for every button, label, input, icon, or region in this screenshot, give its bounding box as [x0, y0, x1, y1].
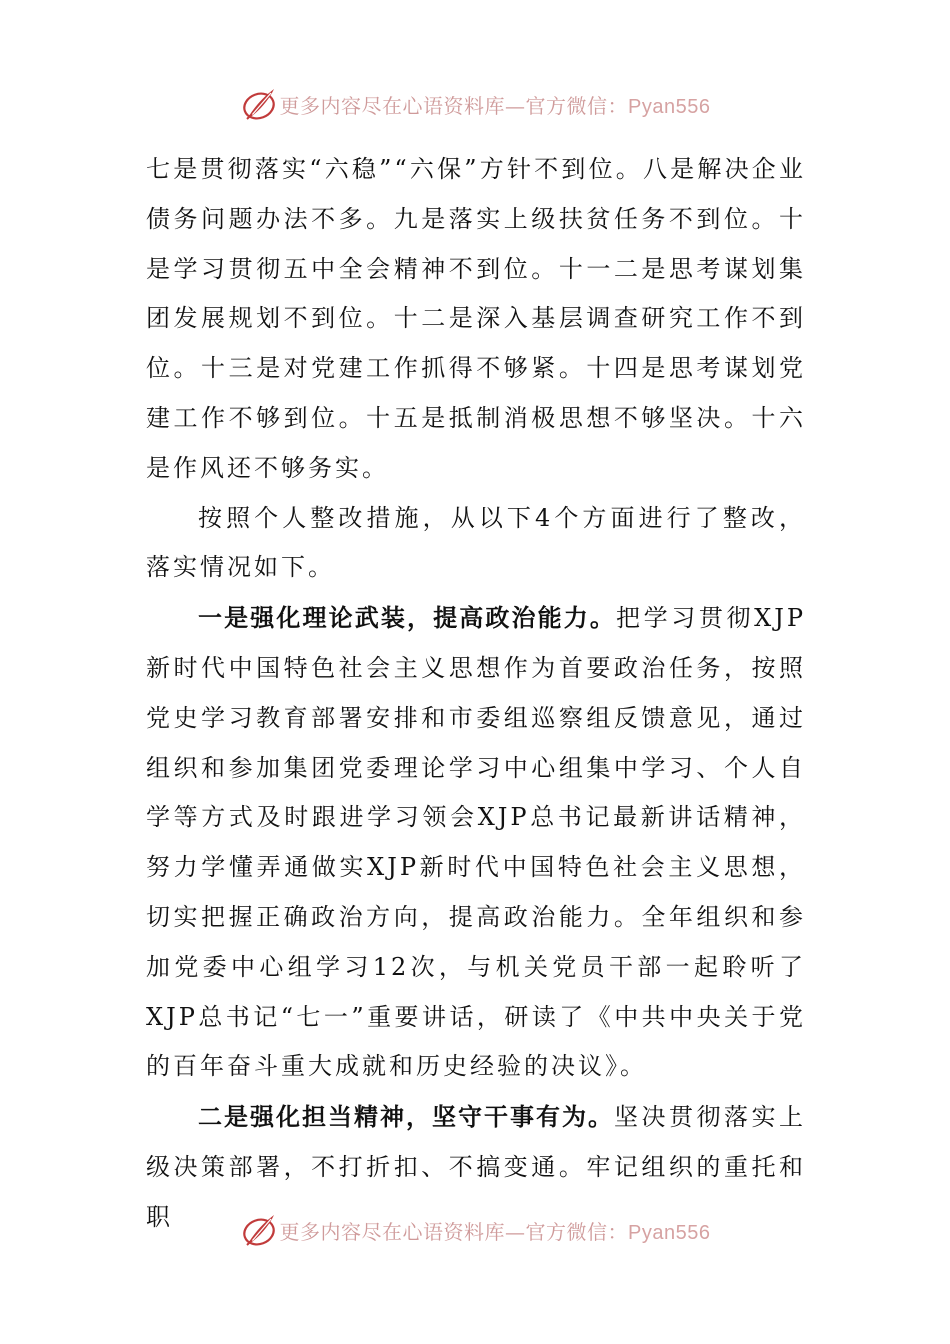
watermark-wechat-label: 官方微信：: [525, 93, 629, 118]
quill-logo-icon: [240, 86, 278, 122]
document-body: [146, 145, 806, 1243]
watermark-main-text: 更多内容尽在心语资料库: [279, 93, 506, 118]
paragraph-2-text: 按照个人整改措施，从以下4个方面进行了整改，落实情况如下。: [146, 503, 806, 582]
watermark-main-text: 更多内容尽在心语资料库: [279, 1219, 506, 1244]
paragraph-4-lead: 二是强化担当精神，坚守干事有为。: [198, 1102, 614, 1132]
paragraph-1: [146, 145, 806, 494]
paragraph-3: [146, 593, 806, 1092]
watermark-wechat-label: 官方微信：: [525, 1219, 629, 1244]
watermark-wechat-id: Pyan556: [628, 1221, 711, 1244]
paragraph-3-lead: 一是强化理论武装，提高政治能力。: [198, 603, 617, 633]
watermark-dash: —: [505, 93, 526, 118]
paragraph-2: [146, 494, 806, 594]
paragraph-3-text: 把学习贯彻XJP新时代中国特色社会主义思想作为首要政治任务，按照党史学习教育部署安排和市委组巡察组反馈意见，通过组织和参加集团党委理论学习中心组集中学习、个人自学等方式及时跟进学习领会XJP总书记最新讲话精神，努力学懂弄通做实XJP新时代中国特色社会主义思想，切实把握正确政治方向，提高政治能力。全年组织和参加党委中心组学习12次，与机关党员干部一起聆听了XJP总书记“七一”重要讲话，研读了《中共中央关于党的百年奋斗重大成就和历史经验的决议》。: [146, 604, 806, 1081]
watermark-dash: —: [505, 1219, 526, 1244]
watermark-wechat-id: Pyan556: [628, 95, 711, 118]
paragraph-4-text: 坚决贯彻落实上级决策部署，不打折扣、不搞变通。牢记组织的重托和职: [146, 1103, 806, 1231]
quill-logo-icon: [240, 1212, 278, 1248]
watermark-banner-top: [0, 86, 950, 122]
paragraph-1-text: 七是贯彻落实“六稳”“六保”方针不到位。八是解决企业债务问题办法不多。九是落实上级扶贫任务不到位。十是学习贯彻五中全会精神不到位。十一二是思考谋划集团发展规划不到位。十二是深入基层调查研究工作不到位。十三是对党建工作抓得不够紧。十四是思考谋划党建工作不够到位。十五是抵制消极思想不够坚决。十六是作风还不够务实。: [146, 155, 806, 482]
watermark-banner-bottom: [0, 1212, 950, 1248]
